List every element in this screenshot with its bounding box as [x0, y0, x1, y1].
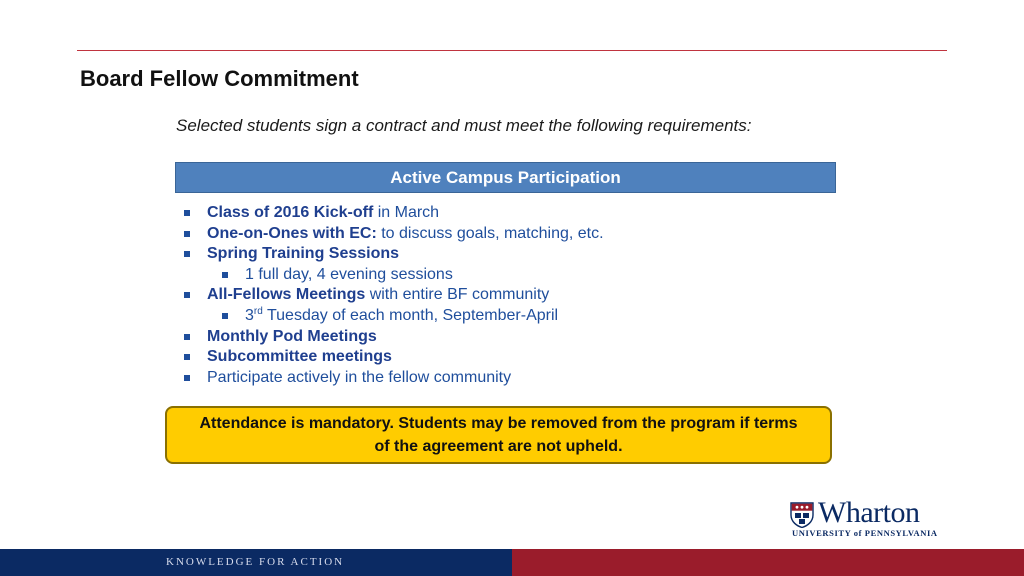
list-item — [182, 224, 604, 245]
item-detail: to discuss goals, matching, etc. — [376, 224, 604, 242]
notice-line-2: of the agreement are not upheld. — [374, 438, 623, 455]
slide-title: Board Fellow Commitment — [80, 66, 359, 91]
item-heading: Spring Training Sessions — [207, 245, 400, 263]
notice-line-1: Attendance is mandatory. Students may be removed from the program if terms — [199, 415, 798, 432]
list-item — [182, 347, 604, 368]
penn-shield-icon — [790, 502, 814, 528]
top-divider — [77, 50, 947, 51]
slide-subtitle: Selected students sign a contract and must meet the following requirements: — [176, 116, 752, 135]
item-heading: One-on-Ones with EC: — [207, 224, 377, 242]
list-item — [182, 244, 604, 265]
item-detail: in March — [373, 204, 440, 221]
logo-subtitle: UNIVERSITY of PENNSYLVANIA — [792, 528, 938, 538]
section-banner: Active Campus Participation — [175, 162, 836, 193]
sub-list-item — [182, 306, 604, 327]
item-detail: Tuesday of each month, September-April — [262, 306, 559, 324]
item-detail: with entire BF community — [365, 286, 550, 304]
list-item — [182, 368, 604, 389]
item-detail: Participate actively in the fellow community — [207, 368, 512, 386]
item-heading: Subcommittee meetings — [207, 348, 392, 366]
logo-wordmark: Wharton — [818, 496, 920, 529]
footer-bar-right — [512, 549, 1024, 576]
sub-list-item — [182, 265, 604, 286]
item-detail: 1 full day, 4 evening sessions — [245, 265, 453, 283]
attendance-notice — [165, 406, 832, 464]
item-heading: Monthly Pod Meetings — [207, 327, 377, 345]
list-item — [182, 203, 604, 224]
item-heading: All-Fellows Meetings — [207, 286, 366, 304]
footer-tagline: KNOWLEDGE FOR ACTION — [166, 556, 345, 568]
ordinal-number: 3 — [245, 306, 254, 324]
requirements-list — [182, 203, 604, 388]
wharton-logo — [790, 496, 955, 538]
list-item — [182, 285, 604, 306]
ordinal-suffix: rd — [253, 305, 263, 317]
item-heading: Class of 2016 Kick-off — [207, 204, 374, 221]
list-item — [182, 327, 604, 348]
